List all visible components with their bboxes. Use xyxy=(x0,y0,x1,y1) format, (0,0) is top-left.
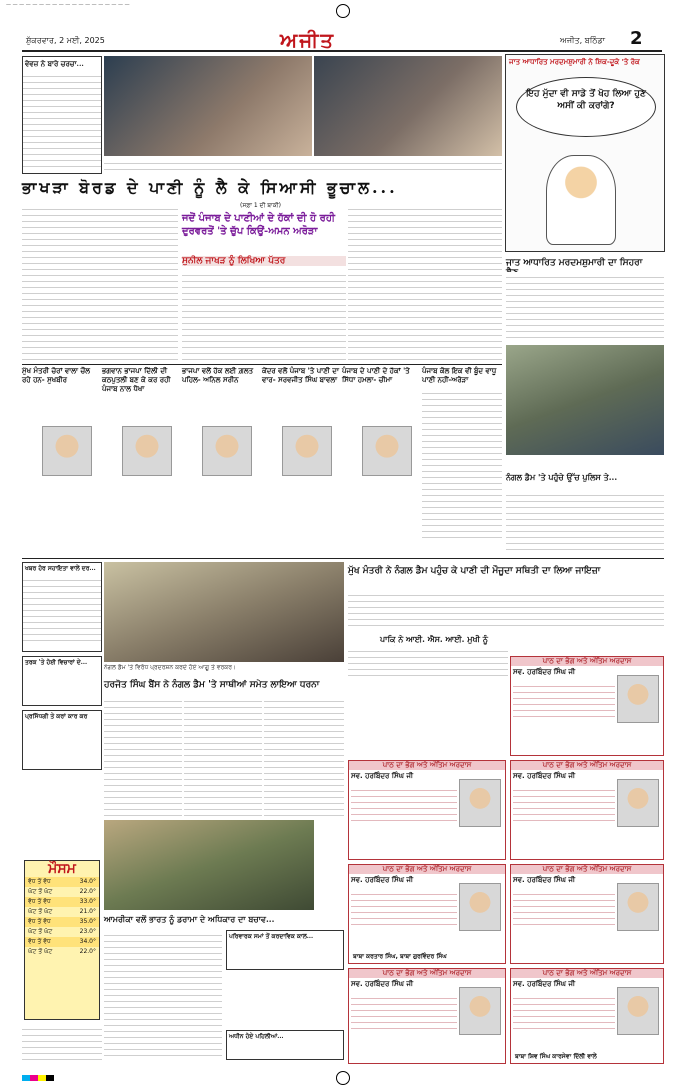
middle-right-headline: ਮੁੱਖ ਮੰਤਰੀ ਨੇ ਨੰਗਲ ਡੈਮ ਪਹੁੰਚ ਕੇ ਪਾਣੀ ਦੀ ਮੌਜੂਦਾ ਸਥਿਤੀ ਦਾ ਲਿਆ ਜਾਇਜ਼ਾ xyxy=(348,566,601,576)
masthead-date: ਸ਼ੁੱਕਰਵਾਰ, 2 ਮਈ, 2025 xyxy=(26,36,105,45)
weather-value: 22.0° xyxy=(79,948,96,955)
leader-6-body xyxy=(422,388,502,538)
print-slug: — — — — — — — — — — — — — — — — — — — xyxy=(6,2,130,8)
leader-5 xyxy=(342,366,420,556)
memorial-ad-photo xyxy=(459,987,501,1035)
memorial-ad-photo xyxy=(617,883,659,931)
photo-caption-top xyxy=(104,158,502,174)
memorial-ad xyxy=(348,760,506,860)
main-story-body-right xyxy=(348,204,502,362)
lower-body-col-3 xyxy=(264,696,344,816)
weather-value: 33.0° xyxy=(79,898,96,905)
left-small-box-2-heading: ਪ੍ਰਸਿੱਧਗੀ ਤੇ ਕਰਾਂ ਕਾਰ ਕਰ xyxy=(25,713,88,720)
memorial-ad-name: ਸਵ. ਹਰਬਿੰਦਰ ਸਿੰਘ ਜੀ xyxy=(351,980,414,988)
weather-value: 35.0° xyxy=(79,918,96,925)
right-story-headline: ਜਾਤ ਆਧਾਰਿਤ ਮਰਦਮਸ਼ੁਮਾਰੀ ਦਾ ਸਿਹਰਾ xyxy=(506,258,643,268)
weather-value: 34.0° xyxy=(79,878,96,885)
bottom-body-1 xyxy=(104,930,222,1060)
middle-left-box xyxy=(22,562,102,652)
middle-left-heading: ਖਬਰ ਹੋਰ ਸਹਾਇਤਾ ਵਾਲੇ ਦਰ... xyxy=(25,565,96,572)
leader-3-headline: ਭਾਜਪਾ ਵਲੋਂ ਹੱਕ ਲਈ ਗ਼ਲਤ ਪਹਿਲ- ਅਨਿਲ ਸਰੀਨ xyxy=(182,366,254,384)
top-left-body xyxy=(23,71,101,171)
weather-row xyxy=(25,927,99,937)
cartoon-heading: ਜਾਤ ਆਧਾਰਿਤ ਮਰਦਮਸ਼ੁਮਾਰੀ ਨੇ ਸ਼ਿਕ-ਦੂਕੇ 'ਤੇ ਰੋਕ xyxy=(509,58,640,66)
top-left-column xyxy=(22,56,102,174)
weather-row xyxy=(25,887,99,897)
weather-title: ਮੌਸਮ xyxy=(48,861,76,877)
left-small-box-1-heading: ਤਰਕ 'ਤੇ ਹੋਈ ਵਿਚਾਰਾਂ ਦੇ... xyxy=(25,659,88,666)
weather-row xyxy=(25,947,99,957)
memorial-ad-title: ਪਾਠ ਦਾ ਭੋਗ ਅਤੇ ਅੰਤਿਮ ਅਰਦਾਸ xyxy=(511,761,663,770)
leader-1-photo xyxy=(42,426,92,476)
main-story-headline: ਜਦੋਂ ਪੰਜਾਬ ਦੇ ਪਾਣੀਆਂ ਦੇ ਹੱਕਾਂ ਦੀ ਹੋ ਰਹੀ ਦੁਰਵਰਤੋਂ 'ਤੇ ਚੁੱਪ ਕਿਉਂ-ਅਮਨ ਅਰੋੜਾ xyxy=(182,213,335,237)
weather-label: ਵੱਧ ਤੋਂ ਵੱਧ xyxy=(28,938,51,945)
police-photo xyxy=(506,345,664,455)
left-bottom-body xyxy=(22,1024,102,1062)
weather-row xyxy=(25,897,99,907)
event-photo-right xyxy=(314,56,502,156)
memorial-ad-body xyxy=(513,785,615,825)
main-story-body-left xyxy=(22,204,178,362)
right-story-photo-caption: ਨੰਗਲ ਡੈਮ 'ਤੇ ਪਹੁੰਚੇ ਉੱਚ ਪੁਲਿਸ ਤੇ... xyxy=(506,472,618,482)
weather-label: ਘੱਟ ਤੋਂ ਘੱਟ xyxy=(28,928,53,935)
protest-photo xyxy=(104,562,344,662)
leader-4-headline: ਕੇਂਦਰ ਵਲੋਂ ਪੰਜਾਬ 'ਤੇ ਪਾਣੀ ਦਾ ਵਾਰ- ਸਰਵਜੀਤ ਸਿੰਘ ਬਾਵਲਾ xyxy=(262,366,339,384)
memorial-ad xyxy=(510,656,664,756)
children-photo xyxy=(104,820,314,910)
middle-right-body xyxy=(348,590,664,630)
memorial-ad-title: ਪਾਠ ਦਾ ਭੋਗ ਅਤੇ ਅੰਤਿਮ ਅਰਦਾਸ xyxy=(511,657,663,666)
middle-left-body xyxy=(23,575,101,645)
pak-headline: ਪਾਕਿ ਨੇ ਆਈ. ਐਸ. ਆਈ. ਮੁਖੀ ਨੂੰ xyxy=(380,634,488,644)
memorial-ad xyxy=(510,864,664,964)
weather-value: 23.0° xyxy=(79,928,96,935)
memorial-ad-name: ਸਵ. ਹਰਬਿੰਦਰ ਸਿੰਘ ਜੀ xyxy=(351,772,414,780)
memorial-ad-title: ਪਾਠ ਦਾ ਭੋਗ ਅਤੇ ਅੰਤਿਮ ਅਰਦਾਸ xyxy=(349,761,505,770)
bottom-box-heading: ਪਰਿਵਾਰਕ ਸਮਾਂ ਤੋਂ ਕਰਦਾਵਿਕ ਕਾਲ... xyxy=(229,933,314,940)
memorial-ad xyxy=(510,760,664,860)
weather-value: 34.0° xyxy=(79,938,96,945)
leaders-row xyxy=(22,366,502,556)
masthead-title: ਅਜੀਤ xyxy=(280,28,336,52)
lower-headline: ਹਰਜੋਤ ਸਿੰਘ ਬੈਂਸ ਨੇ ਨੰਗਲ ਡੈਮ 'ਤੇ ਸਾਥੀਆਂ ਸਮੇਤ ਲਾਇਆ ਧਰਨਾ xyxy=(104,680,320,690)
memorial-ad-signature: ਬਾਬਾ ਸ਼ਿਵ ਸਿੰਘ ਕਾਰਸੇਵਾ ਦਿੱਲੀ ਵਾਲੇ xyxy=(515,1053,597,1060)
bottom-box-2-heading: ਅਧੀਨ ਹੋਏ ਪਹਿਲੀਆਂ... xyxy=(229,1033,284,1040)
middle-divider xyxy=(22,558,664,559)
memorial-ad-title: ਪਾਠ ਦਾ ਭੋਗ ਅਤੇ ਅੰਤਿਮ ਅਰਦਾਸ xyxy=(511,969,663,978)
event-photo-left xyxy=(104,56,312,156)
memorial-ad-title: ਪਾਠ ਦਾ ਭੋਗ ਅਤੇ ਅੰਤਿਮ ਅਰਦਾਸ xyxy=(511,865,663,874)
weather-rows xyxy=(25,877,99,957)
registration-mark-bottom xyxy=(336,1071,350,1085)
cartoon-figure xyxy=(546,155,616,245)
leader-2-headline: ਭਗਵਾਨ ਭਾਜਪਾ ਦਿੱਲੀ ਦੀ ਕਠਪੁਤਲੀ ਬਣ ਕੇ ਕਰ ਰਹੀ ਪੰਜਾਬ ਨਾਲ ਧੋਖਾ xyxy=(102,366,171,393)
right-story-body xyxy=(506,272,664,342)
bottom-box xyxy=(226,930,344,970)
banner xyxy=(22,178,502,200)
memorial-ad-name: ਸਵ. ਹਰਬਿੰਦਰ ਸਿੰਘ ਜੀ xyxy=(351,876,414,884)
cartoon-speech-bubble: ਇਹ ਮੁੱਦਾ ਵੀ ਸਾਡੇ ਤੋਂ ਖੋਹ ਲਿਆ ਹੁਣ ਅਸੀਂ ਕੀ ਕਰਾਂਗੇ? xyxy=(516,77,656,137)
weather-row xyxy=(25,937,99,947)
main-story-subhead: ਸੁਨੀਲ ਜਾਖੜ ਨੂੰ ਲਿਖਿਆ ਪੱਤਰ xyxy=(182,256,346,266)
memorial-ad-name: ਸਵ. ਹਰਬਿੰਦਰ ਸਿੰਘ ਜੀ xyxy=(513,980,576,988)
memorial-ad-name: ਸਵ. ਹਰਬਿੰਦਰ ਸਿੰਘ ਜੀ xyxy=(513,668,576,676)
bottom-headline: ਆਮਰੀਕਾ ਵਲੋਂ ਭਾਰਤ ਨੂੰ ਡਰਾਮਾ ਦੇ ਅਧਿਕਾਰ ਦਾ ਬਚਾਵ... xyxy=(104,914,275,924)
right-story-body-2 xyxy=(506,490,664,554)
registration-mark-top xyxy=(336,4,350,18)
memorial-ad-body xyxy=(513,993,615,1033)
leader-2 xyxy=(102,366,180,556)
left-small-box-1 xyxy=(22,656,102,706)
leader-5-headline: ਪੰਜਾਬ ਦੇ ਪਾਣੀ ਦੇ ਹੱਕਾਂ 'ਤੇ ਸਿੱਧਾ ਹਮਲਾ- ਚੀਮਾ xyxy=(342,366,410,384)
weather-label: ਵੱਧ ਤੋਂ ਵੱਧ xyxy=(28,898,51,905)
leader-6-headline: ਪੰਜਾਬ ਕੋਲ ਇਕ ਵੀ ਬੂੰਦ ਵਾਧੂ ਪਾਣੀ ਨਹੀਂ-ਅਰੋੜਾ xyxy=(422,366,497,384)
memorial-ad-title: ਪਾਠ ਦਾ ਭੋਗ ਅਤੇ ਅੰਤਿਮ ਅਰਦਾਸ xyxy=(349,969,505,978)
memorial-ad-title: ਪਾਠ ਦਾ ਭੋਗ ਅਤੇ ਅੰਤਿਮ ਅਰਦਾਸ xyxy=(349,865,505,874)
masthead-edition: ਅਜੀਤ, ਬਠਿੰਡਾ xyxy=(560,36,606,45)
weather-row xyxy=(25,917,99,927)
cartoon-box xyxy=(505,54,665,252)
lower-body-col-2 xyxy=(184,696,262,816)
leader-3 xyxy=(182,366,260,556)
memorial-ad xyxy=(510,968,664,1064)
top-left-heading: ਵੇਵਜ਼ ਨੇ ਬਾਰੇ ਚਰਚਾ... xyxy=(25,59,84,68)
memorial-ad xyxy=(348,864,506,964)
banner-headline: ਭਾਖੜਾ ਬੋਰਡ ਦੇ ਪਾਣੀ ਨੂੰ ਲੈ ਕੇ ਸਿਆਸੀ ਭੂਚਾਲ... xyxy=(22,178,398,197)
leader-4-photo xyxy=(282,426,332,476)
weather-row xyxy=(25,877,99,887)
leader-1-headline: ਮੁੱਖ ਮੰਤਰੀ ਚੋਰਾਂ ਵਾਲਾ ਚੌਲ ਰਹੇ ਹਨ- ਸੁਖਬੀਰ xyxy=(22,366,90,384)
left-small-box-2 xyxy=(22,710,102,770)
leader-6 xyxy=(422,366,502,556)
memorial-ad-signature: ਬਾਬਾ ਕਰਤਾਰ ਸਿੰਘ, ਬਾਬਾ ਗੁਰਵਿੰਦਰ ਸਿੰਘ xyxy=(353,953,447,960)
weather-label: ਘੱਟ ਤੋਂ ਘੱਟ xyxy=(28,888,53,895)
memorial-ad-body xyxy=(351,785,457,825)
leader-2-photo xyxy=(122,426,172,476)
pak-body xyxy=(348,646,508,676)
protest-photo-caption: ਨੰਗਲ ਡੈਮ 'ਤੇ ਵਿਰੋਧ ਪ੍ਰਦਰਸ਼ਨ ਕਰਦੇ ਹੋਏ ਆਗੂ ਤੇ ਵਰਕਰ। xyxy=(104,664,237,671)
memorial-ad-body xyxy=(513,889,615,929)
lower-body-col-1 xyxy=(104,696,182,816)
memorial-ad-body xyxy=(513,681,615,721)
memorial-ad-name: ਸਵ. ਹਰਬਿੰਦਰ ਸਿੰਘ ਜੀ xyxy=(513,876,576,884)
bottom-box-2 xyxy=(226,1030,344,1060)
memorial-ad xyxy=(348,968,506,1064)
leader-4 xyxy=(262,366,340,556)
leader-1 xyxy=(22,366,100,556)
print-color-bar xyxy=(22,1066,54,1085)
memorial-ad-name: ਸਵ. ਹਰਬਿੰਦਰ ਸਿੰਘ ਜੀ xyxy=(513,772,576,780)
memorial-ad-body xyxy=(351,889,457,929)
memorial-ad-body xyxy=(351,993,457,1033)
leader-3-photo xyxy=(202,426,252,476)
weather-label: ਵੱਧ ਤੋਂ ਵੱਧ xyxy=(28,878,51,885)
weather-label: ਵੱਧ ਤੋਂ ਵੱਧ xyxy=(28,918,51,925)
weather-label: ਘੱਟ ਤੋਂ ਘੱਟ xyxy=(28,948,53,955)
leaders-row-divider xyxy=(22,364,502,365)
weather-value: 22.0° xyxy=(79,888,96,895)
weather-value: 21.0° xyxy=(79,908,96,915)
memorial-ad-photo xyxy=(617,675,659,723)
main-story-kicker: (ਸਫ਼ਾ 1 ਦੀ ਬਾਕੀ) xyxy=(240,202,282,209)
weather-box xyxy=(24,860,100,1020)
memorial-ad-photo xyxy=(459,779,501,827)
page-number: 2 xyxy=(630,28,643,49)
main-story-body-mid xyxy=(182,270,346,360)
memorial-ad-photo xyxy=(459,883,501,931)
leader-5-photo xyxy=(362,426,412,476)
weather-label: ਘੱਟ ਤੋਂ ਘੱਟ xyxy=(28,908,53,915)
weather-row xyxy=(25,907,99,917)
memorial-ad-photo xyxy=(617,987,659,1035)
memorial-ad-photo xyxy=(617,779,659,827)
